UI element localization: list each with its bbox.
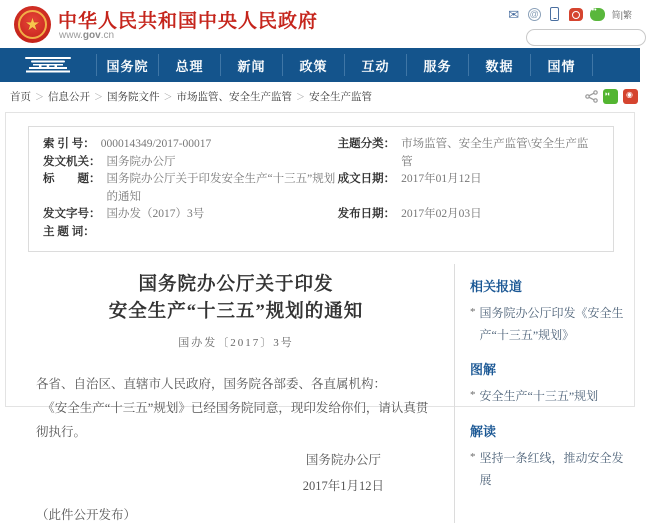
sidebar-link-interpretation[interactable]: [470, 447, 628, 491]
breadcrumb-xinxigongkai[interactable]: 信息公开: [48, 90, 91, 103]
bullet-icon: *: [470, 389, 476, 402]
breadcrumb-anquanshengchan[interactable]: 安全生产监管: [309, 90, 373, 103]
document-body: [36, 372, 436, 445]
document-sign-date: 2017年1月12日: [302, 479, 384, 493]
sidebar-link-related-report[interactable]: [470, 302, 628, 346]
document-main: [6, 264, 454, 523]
meta-label: 发布日期：: [337, 208, 396, 220]
meta-value: 国务院办公厅: [106, 155, 176, 168]
meta-row-subject-words: [43, 224, 338, 242]
document-title-line1: 国务院办公厅关于印发: [138, 275, 334, 295]
meta-label: 发文字号：: [43, 208, 101, 220]
meta-label: 成文日期：: [337, 173, 396, 185]
wechat-icon[interactable]: [590, 8, 605, 21]
nav-item-guoqing[interactable]: 国情: [547, 58, 576, 74]
emblem-star-icon: ★: [24, 15, 41, 34]
nav-item-hudong[interactable]: 互动: [361, 58, 390, 74]
meta-label: 索 引 号：: [43, 138, 95, 150]
sidebar-link-infographic[interactable]: [470, 385, 628, 407]
sidebar-section-infographic: [470, 359, 628, 407]
meta-row-topic-category: [338, 136, 599, 171]
share-icon[interactable]: [585, 90, 598, 103]
breadcrumb-separator: ＞: [296, 91, 306, 102]
nav-home-button[interactable]: [0, 48, 96, 82]
meta-row-written-date: [338, 171, 599, 189]
site-title: 中华人民共和国中央人民政府: [58, 11, 319, 32]
breadcrumb-home[interactable]: 首页: [10, 90, 31, 103]
meta-value: 2017年01月12日: [401, 173, 482, 185]
sidebar-heading-related-reports: 相关报道: [470, 279, 523, 294]
weibo-icon[interactable]: [569, 8, 583, 21]
breadcrumb-shichangjianguan[interactable]: 市场监管、安全生产监管: [176, 90, 293, 103]
meta-row-issuing-agency: [43, 154, 338, 172]
site-url-suffix: .cn: [100, 30, 115, 41]
document-signature: [303, 447, 384, 500]
document-signer: 国务院办公厅: [305, 452, 381, 467]
language-toggle[interactable]: 简|繁: [611, 9, 632, 20]
mobile-icon[interactable]: [550, 7, 559, 21]
document-salutation: 各省、自治区、直辖市人民政府，国务院各部委、各直属机构：: [36, 376, 387, 391]
meta-row-title: [43, 171, 338, 206]
document-and-sidebar: [6, 264, 634, 523]
meta-value: 市场监管、安全生产监管\安全生产监管: [401, 138, 589, 168]
site-url-gov: gov: [82, 30, 101, 41]
breadcrumb-guowuyuanwenjian[interactable]: 国务院文件: [107, 90, 160, 103]
sidebar-link-text: 国务院办公厅印发《安全生产“十三五”规划》: [479, 306, 624, 343]
meta-label: 标 题：: [43, 173, 101, 185]
meta-row-publish-date: [338, 206, 599, 224]
meta-value: 2017年02月03日: [401, 208, 482, 220]
sidebar-heading-infographic: 图解: [470, 362, 497, 378]
sidebar-link-text: 坚持一条红线，推动安全发展: [479, 450, 624, 487]
nav-filler: [593, 48, 640, 82]
breadcrumb-row: [0, 82, 640, 110]
breadcrumb-separator: ＞: [35, 91, 45, 102]
meta-label: 主题分类：: [337, 138, 396, 150]
meta-label: 主 题 词：: [43, 225, 95, 238]
breadcrumb-separator: ＞: [163, 91, 173, 102]
meta-label: 发文机关：: [43, 155, 101, 168]
content-panel: [5, 112, 635, 523]
meta-row-index-number: [43, 136, 338, 154]
share-tools: [585, 89, 632, 104]
breadcrumb: [10, 89, 585, 104]
share-wechat-icon[interactable]: [603, 89, 618, 104]
site-url-prefix: www.: [59, 30, 83, 41]
nav-item-zhengce[interactable]: 政策: [299, 58, 328, 74]
contact-at-icon[interactable]: @: [529, 8, 539, 19]
site-search[interactable]: [526, 29, 646, 46]
search-input[interactable]: [527, 33, 645, 48]
nav-item-shuju[interactable]: 数据: [485, 58, 514, 74]
breadcrumb-separator: ＞: [94, 91, 104, 102]
bullet-icon: *: [470, 450, 476, 463]
nav-item-zongli[interactable]: 总理: [175, 58, 204, 74]
document-title-line2: 安全生产“十三五”规划的通知: [108, 301, 364, 322]
nav-item-xinwen[interactable]: 新闻: [237, 58, 266, 74]
nav-item-fuwu[interactable]: 服务: [423, 58, 452, 74]
related-sidebar: [454, 264, 634, 523]
meta-value: 国务院办公厅关于印发安全生产“十三五”规划的通知: [106, 173, 336, 203]
sidebar-link-text: 安全生产“十三五”规划: [479, 389, 599, 404]
meta-value: 国办发（2017）3号: [106, 208, 205, 220]
meta-row-doc-number: [43, 206, 338, 224]
meta-value: 000014349/2017-00017: [100, 138, 212, 150]
site-header: [0, 0, 640, 48]
sidebar-section-related-reports: [470, 276, 628, 346]
header-utility-icons: [507, 7, 632, 21]
site-url: [59, 30, 114, 41]
document-metadata-table: [28, 126, 614, 252]
main-nav: [0, 48, 640, 82]
meta-row-spacer: [338, 189, 599, 207]
bullet-icon: *: [470, 306, 476, 318]
sidebar-section-interpretation: [470, 421, 628, 491]
document-paragraph: 《安全生产“十三五”规划》已经国务院同意，现印发给你们，请认真贯彻执行。: [36, 401, 429, 440]
nav-item-guowuyuan[interactable]: 国务院: [106, 58, 149, 74]
document-title: [36, 272, 436, 326]
mail-icon[interactable]: ✉: [508, 6, 520, 22]
national-emblem-logo: [14, 6, 51, 43]
document-public-note: （此件公开发布）: [36, 508, 137, 523]
document-number: 国办发〔2017〕3号: [178, 336, 294, 349]
share-weibo-icon[interactable]: [623, 89, 638, 104]
sidebar-heading-interpretation: 解读: [470, 423, 497, 439]
tiananmen-home-icon: [19, 54, 77, 76]
